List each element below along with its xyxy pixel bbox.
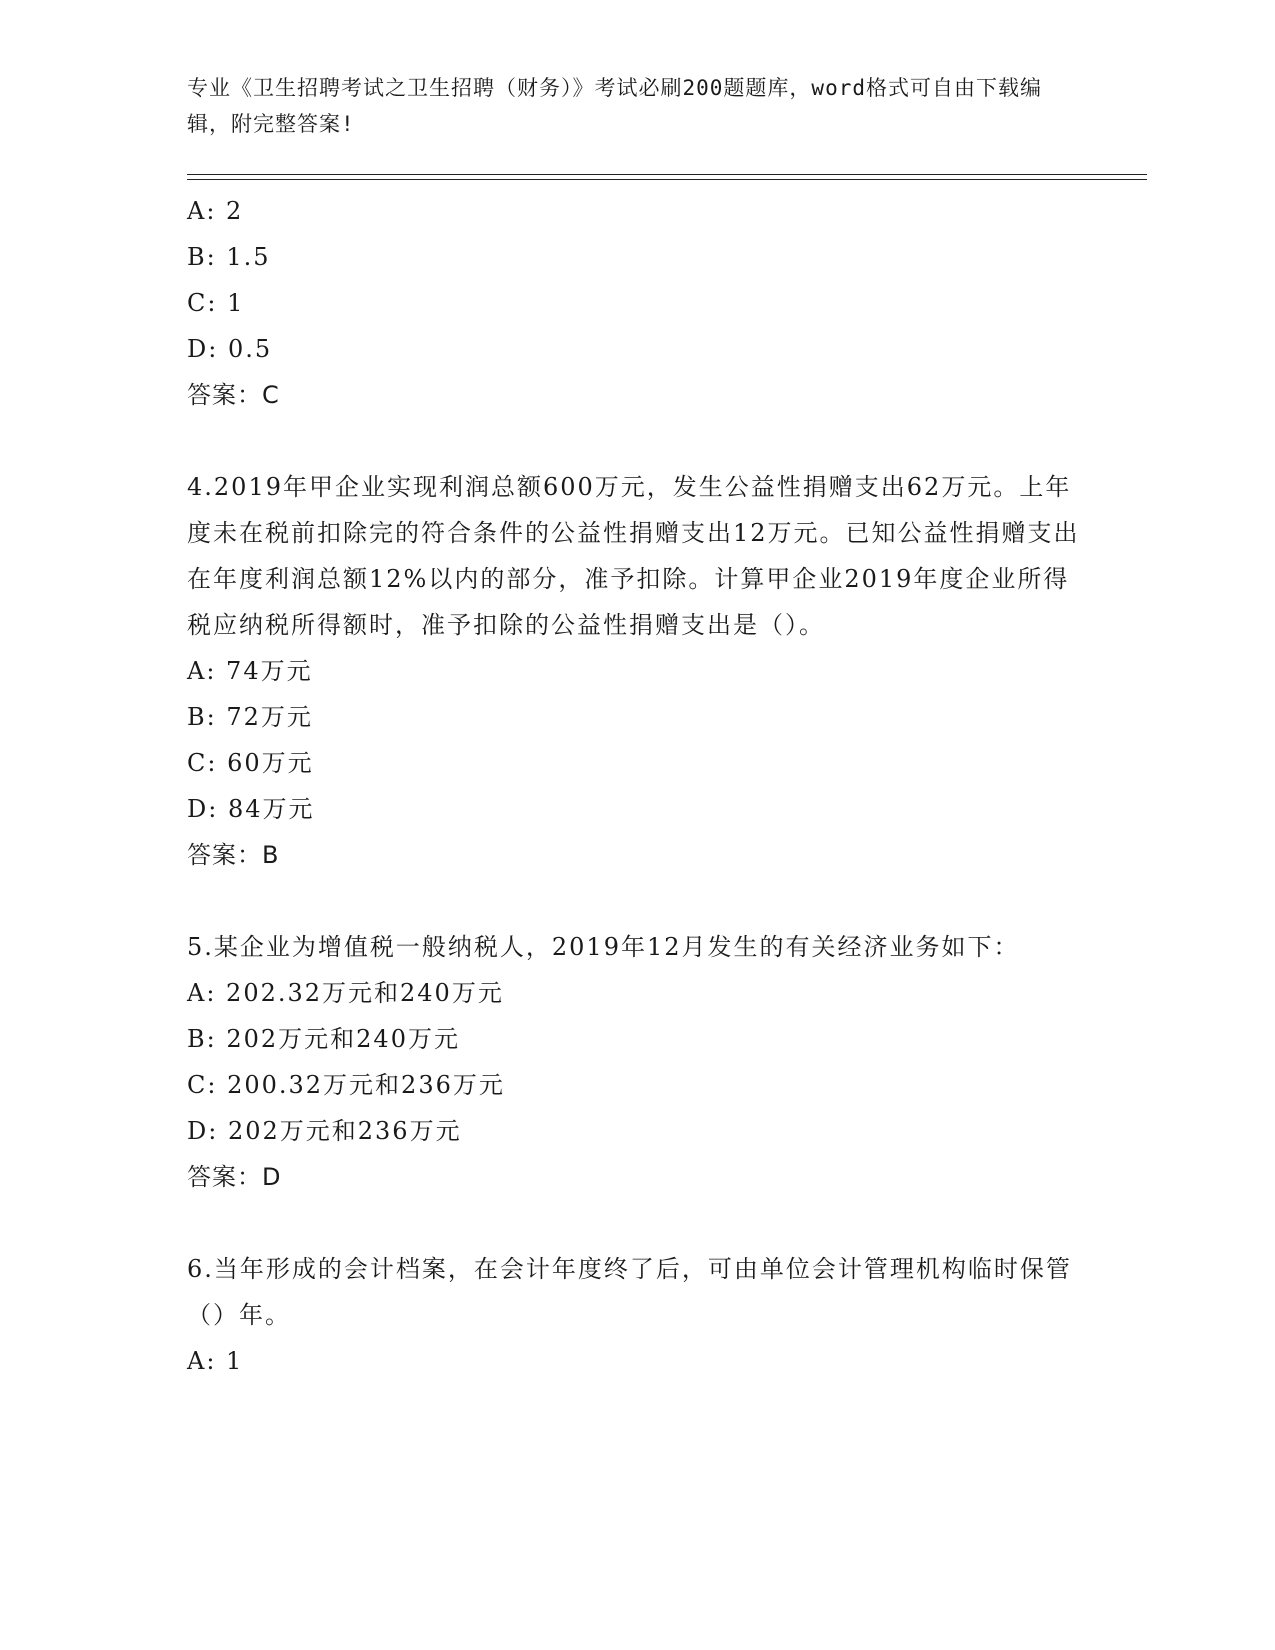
option-b: B: 202万元和240万元 (187, 1025, 460, 1053)
answer-line: 答案：B (187, 841, 280, 869)
header-divider-bottom (187, 179, 1147, 180)
question-3-block (187, 188, 1087, 418)
question-list (187, 188, 1087, 1384)
answer-line: 答案：D (187, 1163, 282, 1191)
option-b: B: 72万元 (187, 703, 313, 731)
option-d: D: 84万元 (187, 795, 315, 823)
question-stem: 5.某企业为增值税一般纳税人，2019年12月发生的有关经济业务如下： (187, 933, 1020, 961)
option-a: A: 202.32万元和240万元 (187, 979, 504, 1007)
option-c: C: 60万元 (187, 749, 314, 777)
option-b: B: 1.5 (187, 243, 271, 271)
question-5-block (187, 924, 1087, 1200)
answer-line: 答案：C (187, 381, 280, 409)
option-a: A: 74万元 (187, 657, 313, 685)
document-title: 专业《卫生招聘考试之卫生招聘（财务）》考试必刷200题题库，word格式可自由下载编辑，附完整答案! (187, 76, 1042, 136)
question-6-block (187, 1246, 1087, 1384)
header-divider-top (187, 174, 1147, 175)
option-c: C: 200.32万元和236万元 (187, 1071, 505, 1099)
question-4-block (187, 464, 1087, 878)
option-d: D: 0.5 (187, 335, 273, 363)
option-a: A: 2 (187, 197, 244, 225)
option-a: A: 1 (187, 1347, 244, 1375)
option-c: C: 1 (187, 289, 245, 317)
question-stem: 6.当年形成的会计档案，在会计年度终了后，可由单位会计管理机构临时保管（）年。 (187, 1255, 1072, 1329)
option-d: D: 202万元和236万元 (187, 1117, 462, 1145)
question-stem: 4.2019年甲企业实现利润总额600万元，发生公益性捐赠支出62万元。上年度未在税前扣除完的符合条件的公益性捐赠支出12万元。已知公益性捐赠支出在年度利润总额12%以内的部分，准予扣除。计算甲企业2019年度企业所得税应纳税所得额时，准予扣除的公益性捐赠支出是（）。 (187, 473, 1080, 639)
document-header (187, 70, 1067, 142)
